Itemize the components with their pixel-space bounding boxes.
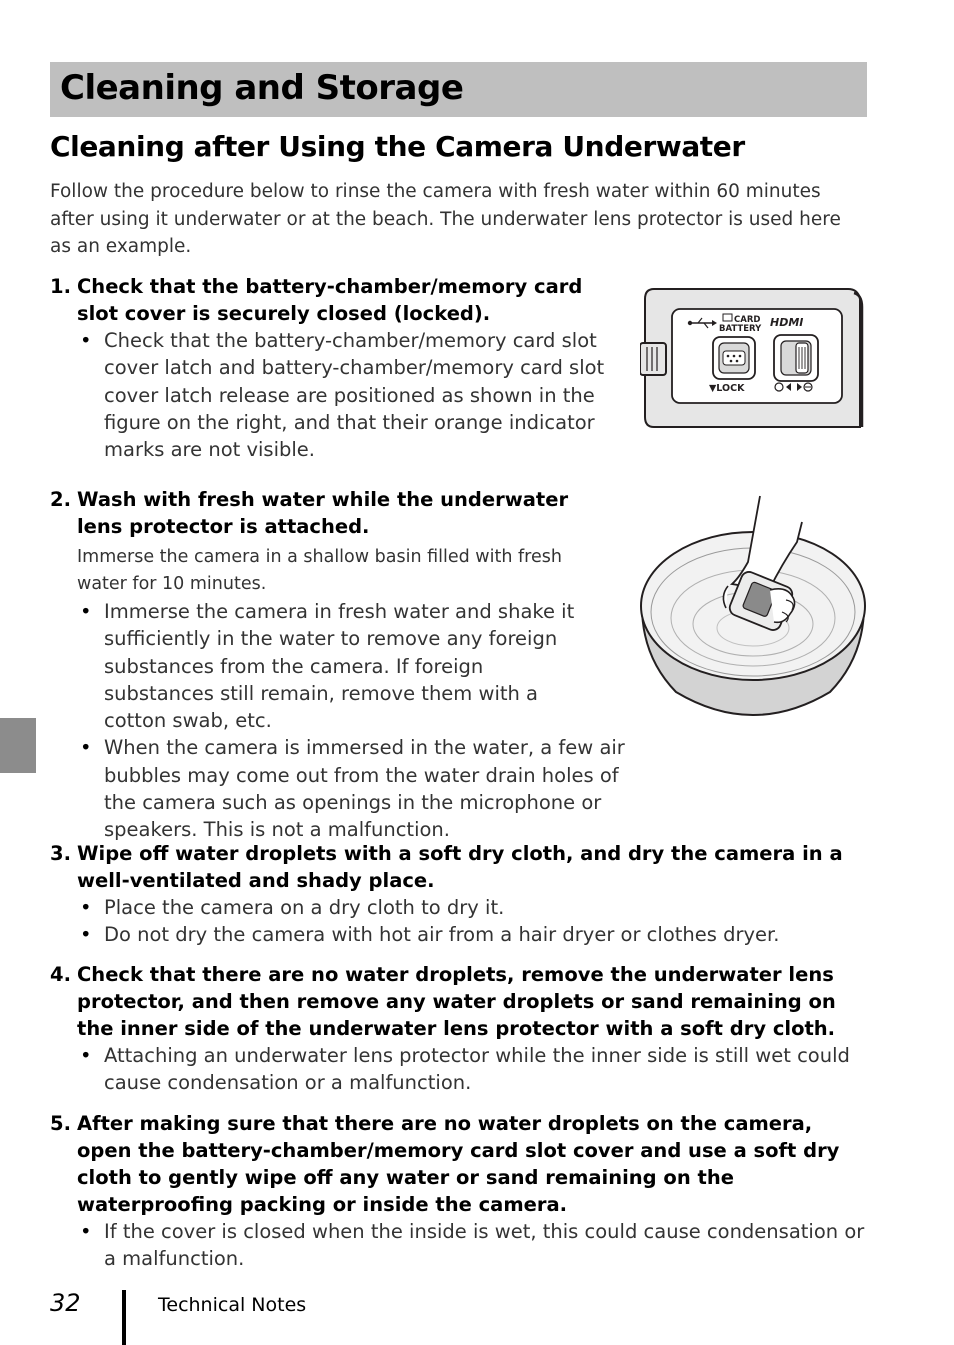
hdmi-label: HDMI xyxy=(770,316,804,329)
step-3-bullets xyxy=(77,894,870,949)
step-3-heading xyxy=(50,840,870,894)
step-5-heading xyxy=(50,1110,870,1218)
cover-latch xyxy=(774,335,818,381)
step-1-number: 1. xyxy=(50,275,71,298)
step-3-bullet-1: • Place the camera on a dry cloth to dry it. xyxy=(77,894,870,921)
page-number: 32 xyxy=(50,1289,81,1317)
step-2-heading-text: Wash with fresh water while the underwater lens protector is attached. xyxy=(77,488,569,538)
step-3 xyxy=(50,840,870,949)
step-2-bullet-1: • Immerse the camera in fresh water and shake it sufficiently in the water to remove any foreign substances from the camera. If foreign substances still remain, remove them with a cotton swab, etc. xyxy=(77,598,584,734)
footer-divider xyxy=(122,1290,126,1345)
intro-paragraph: Follow the procedure below to rinse the camera with fresh water within 60 minutes after using it underwater or at the beach. The underwater lens protector is used here as an example. xyxy=(50,181,841,257)
lock-label: ▼LOCK xyxy=(709,383,745,394)
step-4-number: 4. xyxy=(50,963,71,986)
step-4-heading-text: Check that there are no water droplets, remove the underwater lens protector, and then remove any water droplets or sand remaining on the inner side of the underwater lens protector with a soft dry cloth. xyxy=(77,963,836,1040)
step-3-bullet-2: • Do not dry the camera with hot air from a hair dryer or clothes dryer. xyxy=(77,921,870,948)
section-title: Cleaning after Using the Camera Underwater xyxy=(50,130,745,163)
step-4-heading xyxy=(50,961,870,1042)
basin-rinse-figure xyxy=(636,492,870,728)
step-1 xyxy=(50,273,615,463)
step-4 xyxy=(50,961,870,1097)
step-3-heading-text: Wipe off water droplets with a soft dry cloth, and dry the camera in a well-ventilated and shady place. xyxy=(77,842,843,892)
step-2-text: Immerse the camera in a shallow basin filled with fresh water for 10 minutes. xyxy=(77,547,562,594)
step-5-heading-text: After making sure that there are no water droplets on the camera, open the battery-chamber/memory card slot cover and use a soft dry cloth to gently wipe off any water or sand remaining on the waterproofing packing or inside the camera. xyxy=(77,1112,840,1216)
step-1-bullets xyxy=(77,327,615,463)
step-1-bullet-1: • Check that the battery-chamber/memory card slot cover latch and battery-chamber/memory card slot cover latch release are positioned as shown in the figure on the right, and that their orange indicator marks are not visible. xyxy=(77,327,615,463)
cover-latch-release xyxy=(713,337,755,379)
step-5-number: 5. xyxy=(50,1112,71,1135)
step-1-heading-text: Check that the battery-chamber/memory card slot cover is securely closed (locked). xyxy=(77,275,583,325)
footer-section-name: Technical Notes xyxy=(158,1294,307,1316)
step-3-number: 3. xyxy=(50,842,71,865)
camera-cover-latch-figure xyxy=(640,285,866,430)
step-4-bullet-1: • Attaching an underwater lens protector while the inner side is still wet could cause condensation or a malfunction. xyxy=(77,1042,870,1097)
step-4-bullets xyxy=(77,1042,870,1097)
step-5-bullets xyxy=(77,1218,870,1273)
step-5-bullet-1: • If the cover is closed when the inside is wet, this could cause condensation or a malfunction. xyxy=(77,1218,870,1273)
card-label: CARD xyxy=(734,315,761,325)
step-2-number: 2. xyxy=(50,488,71,511)
side-section-tab xyxy=(0,718,36,773)
step-2-bullet-2-text: • When the camera is immersed in the water, a few air bubbles may come out from the water drain holes of the camera such as openings in the microphone or speakers. This is not a malfunction. xyxy=(104,736,625,842)
page-title-bar xyxy=(50,62,867,117)
step-2-bullet-2 xyxy=(77,734,830,843)
battery-label: BATTERY xyxy=(719,324,762,334)
step-2-heading xyxy=(50,486,617,540)
page-title: Cleaning and Storage xyxy=(60,68,464,108)
step-5 xyxy=(50,1110,870,1273)
step-1-heading xyxy=(50,273,615,327)
